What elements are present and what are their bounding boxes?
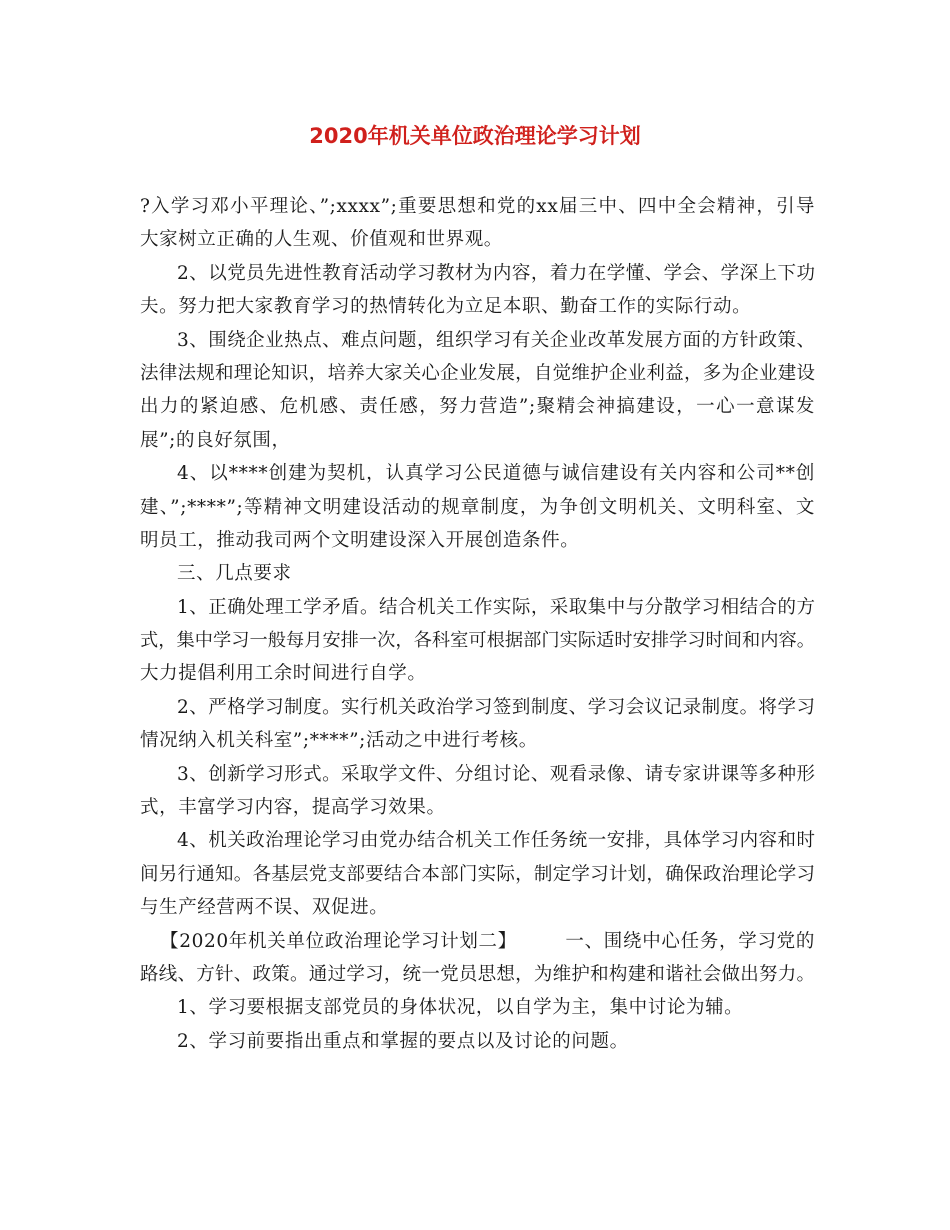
text-line: 2、以党员先进性教育活动学习教材为内容，着力在学懂、学会、学深上下功 (177, 262, 815, 284)
text-line: 路线、方针、政策。通过学习，统一党员思想，为维护和构建和谐社会做出努力。 (140, 963, 815, 985)
text-line: 【2020年机关单位政治理论学习计划二】 一、围绕中心任务，学习党的 (160, 930, 815, 952)
text-line: 夫。努力把大家教育学习的热情转化为立足本职、勤奋工作的实际行动。 (140, 296, 752, 318)
text-line: 大家树立正确的人生观、价值观和世界观。 (140, 229, 503, 251)
text-line: 情况纳入机关科室”;****”;活动之中进行考核。 (140, 730, 538, 752)
text-line: 1、学习要根据支部党员的身体状况，以自学为主，集中讨论为辅。 (177, 997, 744, 1019)
text-line: 建、”;****”;等精神文明建设活动的规章制度，为争创文明机关、文明科室、文 (140, 496, 815, 518)
text-line: 明员工，推动我司两个文明建设深入开展创造条件。 (140, 529, 580, 551)
text-line: 式，丰富学习内容，提高学习效果。 (140, 797, 446, 819)
document-title: 2020年机关单位政治理论学习计划 (309, 124, 641, 148)
text-line: ?入学习邓小平理论、”;xxxx”;重要思想和党的xx届三中、四中全会精神，引导 (140, 196, 815, 217)
text-line: 大力提倡利用工余时间进行自学。 (140, 663, 427, 685)
text-line: 3、围绕企业热点、难点问题，组织学习有关企业改革发展方面的方针政策、 (177, 329, 815, 351)
text-line: 4、以****创建为契机，认真学习公民道德与诚信建设有关内容和公司**创 (177, 463, 815, 485)
text-line: 展”;的良好氛围， (140, 429, 291, 451)
text-line: 4、机关政治理论学习由党办结合机关工作任务统一安排，具体学习内容和时 (177, 830, 815, 852)
text-line: 出力的紧迫感、危机感、责任感，努力营造”;聚精会神搞建设，一心一意谋发 (140, 396, 815, 418)
text-line: 与生产经营两不误、双促进。 (140, 897, 389, 919)
text-line: 法律法规和理论知识，培养大家关心企业发展，自觉维护企业利益，多为企业建设 (140, 362, 815, 384)
section-heading: 三、几点要求 (177, 563, 292, 585)
document-body (140, 190, 815, 1058)
text-line: 3、创新学习形式。采取学文件、分组讨论、观看录像、请专家讲课等多种形 (177, 763, 815, 785)
text-line: 1、正确处理工学矛盾。结合机关工作实际，采取集中与分散学习相结合的方 (177, 596, 815, 618)
text-line: 2、严格学习制度。实行机关政治学习签到制度、学习会议记录制度。将学习 (177, 696, 815, 718)
text-line: 2、学习前要指出重点和掌握的要点以及讨论的问题。 (177, 1030, 629, 1052)
text-line: 间另行通知。各基层党支部要结合本部门实际，制定学习计划，确保政治理论学习 (140, 863, 815, 885)
text-line: 式，集中学习一般每月安排一次，各科室可根据部门实际适时安排学习时间和内容。 (140, 630, 815, 652)
